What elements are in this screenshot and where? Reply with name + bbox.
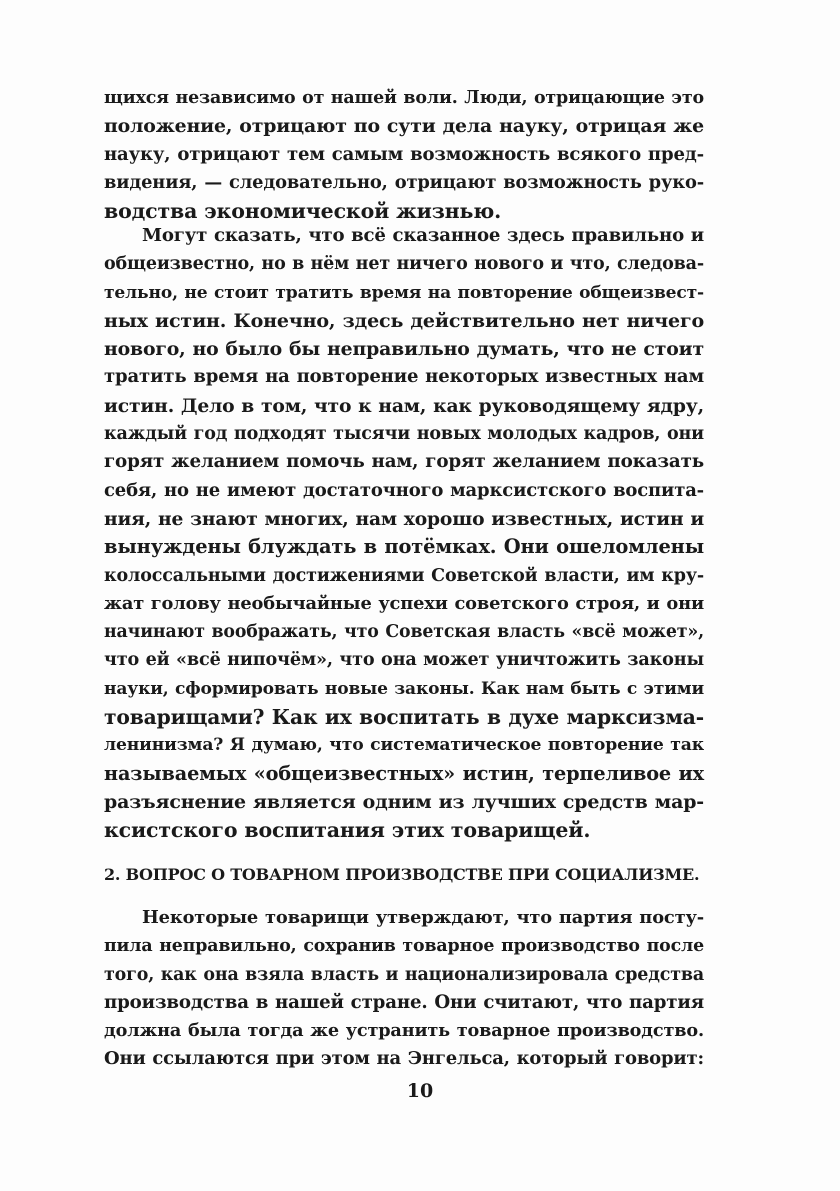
text-line: Могут сказать, что всё сказанное здесь правильно и bbox=[142, 225, 704, 246]
text-line: колоссальными достижениями Советской власти, им кру- bbox=[104, 565, 704, 586]
text-line: горят желанием помочь нам, горят желанием показать bbox=[104, 451, 704, 473]
text-line: Они ссылаются при этом на Энгельса, который говорит: bbox=[104, 1048, 704, 1070]
text-line: водства экономической жизнью. bbox=[104, 199, 502, 224]
text-line: положение, отрицают по сути дела науку, отрицая же bbox=[104, 115, 704, 138]
paragraph-continued bbox=[104, 84, 704, 225]
text-line: жат голову необычайные успехи советского строя, и они bbox=[104, 592, 704, 614]
text-line: вынуждены блуждать в потёмках. Они ошеломлены bbox=[104, 535, 704, 559]
text-line: нового, но было бы неправильно думать, что не стоит bbox=[104, 338, 704, 361]
text-line: начинают воображать, что Советская власть «всё может», bbox=[104, 622, 704, 643]
text-line: производства в нашей стране. Они считают, что партия bbox=[104, 991, 704, 1013]
text-line: должна была тогда же устранить товарное производство. bbox=[104, 1020, 704, 1042]
text-line: каждый год подходят тысячи новых молодых кадров, они bbox=[104, 424, 704, 445]
text-line: товарищами? Как их воспитать в духе марксизма- bbox=[104, 705, 704, 730]
text-line: ния, не знают многих, нам хорошо известных, истин и bbox=[104, 507, 704, 530]
text-line: истин. Дело в том, что к нам, как руководящему ядру, bbox=[104, 394, 704, 417]
text-line: ленинизма? Я думаю, что систематическое повторение так bbox=[104, 735, 704, 756]
text-line: общеизвестно, но в нём нет ничего нового и что, следова- bbox=[104, 254, 704, 275]
text-line: Некоторые товарищи утверждают, что партия посту- bbox=[142, 907, 704, 928]
text-line: щихся независимо от нашей воли. Люди, отрицающие это bbox=[104, 88, 704, 108]
text-line: разъяснение является одним из лучших средств мар- bbox=[104, 790, 704, 813]
paragraph bbox=[104, 222, 704, 845]
text-line: пила неправильно, сохранив товарное производство после bbox=[104, 936, 704, 957]
text-line: что ей «всё нипочём», что она может уничтожить законы bbox=[104, 649, 704, 671]
text-line: тратить время на повторение некоторых известных нам bbox=[104, 366, 704, 388]
text-line: науки, сформировать новые законы. Как нам быть с этими bbox=[104, 678, 704, 699]
page-number: 10 bbox=[406, 1080, 434, 1102]
section-heading: 2. ВОПРОС О ТОВАРНОМ ПРОИЗВОДСТВЕ ПРИ СОЦИАЛИЗМЕ. bbox=[104, 865, 700, 884]
text-line: себя, но не имеют достаточного марксистского воспита- bbox=[104, 479, 704, 501]
text-line: ксистского воспитания этих товарищей. bbox=[104, 818, 591, 843]
text-line: называемых «общеизвестных» истин, терпеливое их bbox=[104, 761, 704, 785]
text-line: тельно, не стоит тратить время на повторение общеизвест- bbox=[104, 282, 704, 303]
paragraph bbox=[104, 904, 704, 1074]
text-line: видения, — следовательно, отрицают возможность руко- bbox=[104, 171, 704, 193]
text-line: науку, отрицают тем самым возможность всякого пред- bbox=[104, 143, 704, 165]
text-line: ных истин. Конечно, здесь действительно нет ничего bbox=[104, 309, 704, 332]
text-line: того, как она взяла власть и национализировала средства bbox=[104, 964, 704, 985]
